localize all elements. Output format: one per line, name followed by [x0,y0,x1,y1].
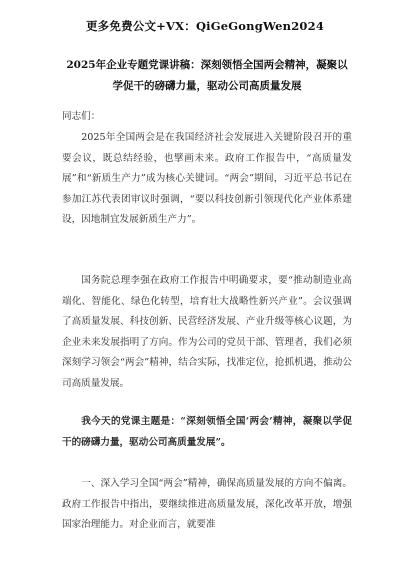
paragraph-1 [62,128,352,231]
paragraph-2-text: 国务院总理李强在政府工作报告中明确要求，要“推动制造业高端化、智能化、绿色化转型，培育壮大战略性新兴产业”。会议强调了高质量发展、科技创新、民营经济发展、产业升级等核心议题，为企业未来发展指明了方向。作为公司的党员干部、管理者，我们必须深刻学习领会“两会”精神，结合实际，找准定位，抢抓机遇，推动公司高质量发展。 [62,275,352,389]
paragraph-3 [62,412,352,453]
paragraph-3-text: 我今天的党课主题是：“深刻领悟全国‘两会’精神，凝聚以学促干的磅礴力量，驱动公司高质量发展”。 [62,416,352,448]
salutation: 同志们： [62,111,101,122]
paragraph-4-text: 一、深入学习全国“两会”精神，确保高质量发展的方向不偏离。政府工作报告中指出，要继续推进高质量发展，深化改革开放，增强国家治理能力。对企业而言，就要准 [62,478,352,530]
paragraph-2 [62,271,352,394]
paragraph-1-text: 2025年全国两会是在我国经济社会发展进入关键阶段召开的重要会议，既总结经验，也擘画未来。政府工作报告中，“高质量发展”和“新质生产力”成为核心关键词。“两会”期间，习近平总书记在参加江苏代表团审议时强调，“要以科技创新引领现代化产业体系建设，因地制宜发展新质生产力”。 [62,132,352,225]
promo-header: 更多免费公文+VX：QiGeGongWen2024 [85,19,325,33]
paragraph-4 [62,474,352,536]
document-title: 2025年企业专题党课讲稿：深刻领悟全国两会精神，凝聚以学促干的磅礴力量，驱动公司高质量发展 [66,59,348,92]
